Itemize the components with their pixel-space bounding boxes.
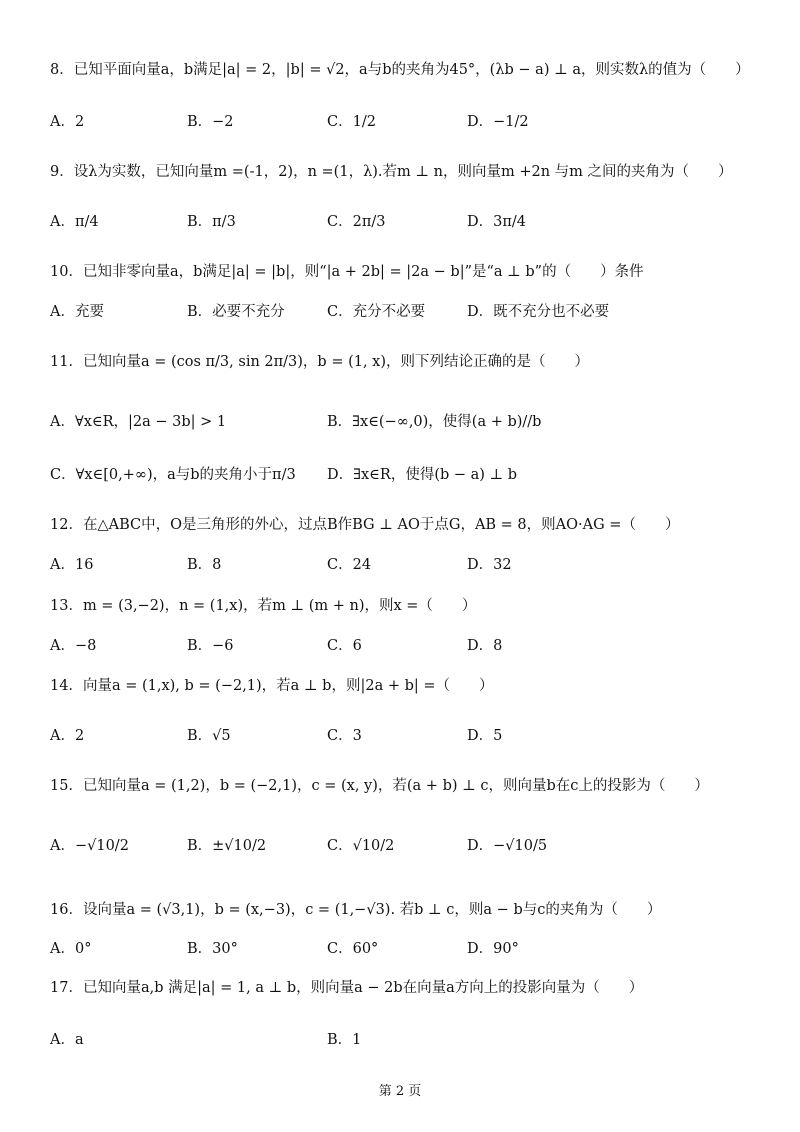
question-10-stem: 10．已知非零向量a，b满足|a| = |b|，则“|a + 2b| = |2a − b|”是“a ⊥ b”的（ ）条件: [50, 264, 644, 280]
question-15-stem: 15．已知向量a = (1,2)，b = (−2,1)，c = (x, y)，若(a + b) ⊥ c，则向量b在c上的投影为（ ）: [50, 778, 709, 794]
question-8-stem: 8．已知平面向量a，b满足|a| = 2，|b| = √2，a与b的夹角为45°，(λb − a) ⊥ a，则实数λ的值为（ ）: [50, 62, 750, 78]
question-15-option-c[interactable]: C．√10/2: [327, 838, 395, 854]
question-15-option-a[interactable]: A．−√10/2: [50, 838, 129, 854]
question-14-stem: 14．向量a = (1,x), b = (−2,1)，若a ⊥ b，则|2a + b| =（ ）: [50, 678, 494, 694]
question-13-option-c[interactable]: C．6: [327, 638, 362, 654]
question-11-option-d[interactable]: D．∃x∈R，使得(b − a) ⊥ b: [327, 467, 518, 483]
question-12-option-c[interactable]: C．24: [327, 557, 372, 573]
question-13-option-d[interactable]: D．8: [467, 638, 503, 654]
question-10-option-b[interactable]: B．必要不充分: [187, 304, 285, 320]
question-17-stem: 17．已知向量a,b 满足|a| = 1, a ⊥ b，则向量a − 2b在向量a方向上的投影向量为（ ）: [50, 980, 644, 996]
question-9-option-d[interactable]: D．3π/4: [467, 214, 526, 230]
question-12-option-b[interactable]: B．8: [187, 557, 222, 573]
question-17-option-a[interactable]: A．a: [50, 1032, 84, 1048]
question-12-stem: 12．在△ABC中，O是三角形的外心，过点B作BG ⊥ AO于点G，AB = 8，则AO·AG =（ ）: [50, 517, 680, 533]
question-10-option-a[interactable]: A．充要: [50, 304, 104, 320]
question-8-option-c[interactable]: C．1/2: [327, 114, 376, 130]
question-9-option-b[interactable]: B．π/3: [187, 214, 236, 230]
question-14-option-b[interactable]: B．√5: [187, 728, 231, 744]
question-14-option-d[interactable]: D．5: [467, 728, 503, 744]
question-13-option-a[interactable]: A．−8: [50, 638, 97, 654]
question-8-option-d[interactable]: D．−1/2: [467, 114, 529, 130]
question-12-option-d[interactable]: D．32: [467, 557, 512, 573]
question-16-option-a[interactable]: A．0°: [50, 941, 92, 957]
question-14-option-a[interactable]: A．2: [50, 728, 85, 744]
question-16-option-d[interactable]: D．90°: [467, 941, 519, 957]
question-16-option-c[interactable]: C．60°: [327, 941, 379, 957]
question-9-stem: 9．设λ为实数，已知向量m =(-1，2)，n =(1，λ).若m ⊥ n，则向量m +2n 与m 之间的夹角为（ ）: [50, 164, 733, 180]
question-16-option-b[interactable]: B．30°: [187, 941, 238, 957]
question-10-option-d[interactable]: D．既不充分也不必要: [467, 304, 610, 320]
question-15-option-d[interactable]: D．−√10/5: [467, 838, 548, 854]
question-14-option-c[interactable]: C．3: [327, 728, 362, 744]
question-17-option-b[interactable]: B．1: [327, 1032, 362, 1048]
page-number: 第 2 页: [378, 1084, 422, 1099]
question-15-option-b[interactable]: B．±√10/2: [187, 838, 267, 854]
question-8-option-b[interactable]: B．−2: [187, 114, 234, 130]
question-16-stem: 16．设向量a = (√3,1)，b = (x,−3)，c = (1,−√3). 若b ⊥ c，则a − b与c的夹角为（ ）: [50, 902, 662, 918]
question-9-option-a[interactable]: A．π/4: [50, 214, 99, 230]
question-8-option-a[interactable]: A．2: [50, 114, 85, 130]
question-9-option-c[interactable]: C．2π/3: [327, 214, 386, 230]
question-13-option-b[interactable]: B．−6: [187, 638, 234, 654]
question-11-stem: 11．已知向量a = (cos π/3, sin 2π/3)，b = (1, x)，则下列结论正确的是（ ）: [50, 354, 590, 370]
question-10-option-c[interactable]: C．充分不必要: [327, 304, 426, 320]
question-11-option-a[interactable]: A．∀x∈R，|2a − 3b| > 1: [50, 414, 227, 430]
question-11-option-b[interactable]: B．∃x∈(−∞,0)，使得(a + b)//b: [327, 414, 542, 430]
question-12-option-a[interactable]: A．16: [50, 557, 94, 573]
question-13-stem: 13．m = (3,−2)，n = (1,x)，若m ⊥ (m + n)，则x =（ ）: [50, 598, 477, 614]
question-11-option-c[interactable]: C．∀x∈[0,+∞)，a与b的夹角小于π/3: [50, 467, 296, 483]
